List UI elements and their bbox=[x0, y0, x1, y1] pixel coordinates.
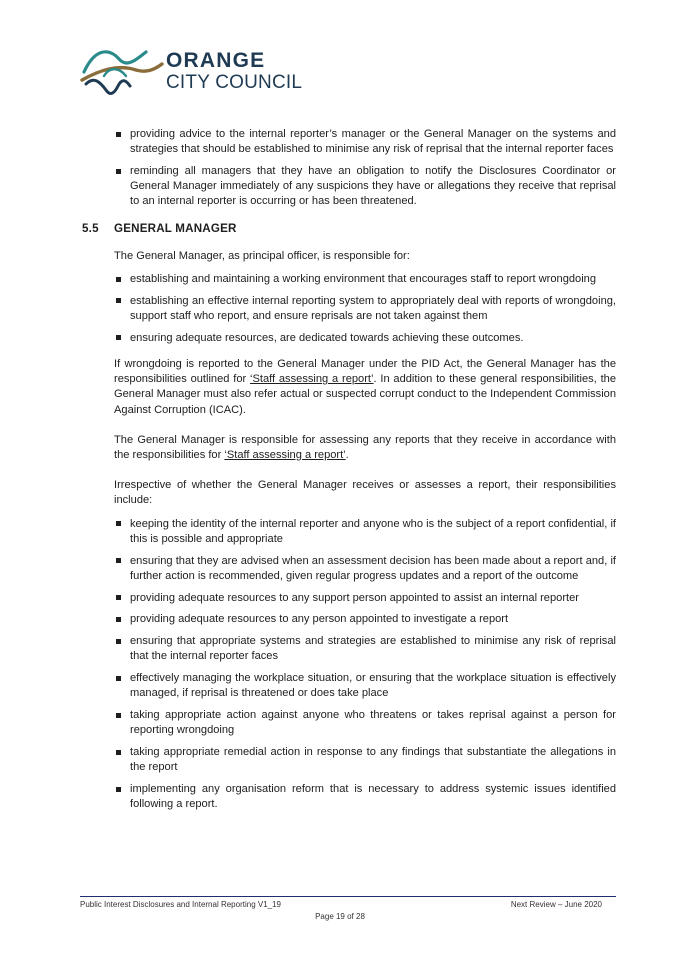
list-item: providing adequate resources to any support person appointed to assist an internal reporter bbox=[114, 591, 616, 606]
list-item: establishing an effective internal reporting system to appropriately deal with reports of wrongdoing, support staff who report, and ensure reprisals are not taken against them bbox=[114, 294, 616, 324]
list-item: taking appropriate remedial action in response to any findings that substantiate the allegations in the report bbox=[114, 745, 616, 775]
square-bullet-icon bbox=[116, 595, 121, 600]
staff-assessing-report-link[interactable]: ‘Staff assessing a report’ bbox=[224, 449, 346, 462]
footer-page-number: Page 19 of 28 bbox=[315, 912, 365, 921]
orange-city-council-logo bbox=[80, 40, 340, 106]
list-item: effectively managing the workplace situation, or ensuring that the workplace situation is effectively managed, if reprisal is threatened or does take place bbox=[114, 671, 616, 701]
section-heading bbox=[82, 221, 616, 236]
list-item: reminding all managers that they have an obligation to notify the Disclosures Coordinator or General Manager immediately of any suspicions they have or allegations they receive that reprisal to an internal reporter is occurring or has been threatened. bbox=[114, 164, 616, 210]
square-bullet-icon bbox=[116, 521, 121, 526]
document-body bbox=[82, 127, 616, 819]
square-bullet-icon bbox=[116, 676, 121, 681]
section-intro: The General Manager, as principal officer, is responsible for: bbox=[114, 249, 410, 262]
square-bullet-icon bbox=[116, 277, 121, 282]
footer-document-title: Public Interest Disclosures and Internal Reporting V1_19 bbox=[80, 900, 281, 909]
logo-mark-icon bbox=[80, 40, 164, 106]
bullet-list-top bbox=[114, 127, 616, 210]
section-number: 5.5 bbox=[82, 221, 99, 235]
square-bullet-icon bbox=[116, 787, 121, 792]
square-bullet-icon bbox=[116, 335, 121, 340]
list-item: providing adequate resources to any person appointed to investigate a report bbox=[114, 612, 616, 627]
list-item: establishing and maintaining a working environment that encourages staff to report wrongdoing bbox=[114, 272, 616, 287]
square-bullet-icon bbox=[116, 750, 121, 755]
bullet-list-include bbox=[114, 517, 616, 813]
square-bullet-icon bbox=[116, 132, 121, 137]
square-bullet-icon bbox=[116, 169, 121, 174]
logo-text-orange: ORANGE bbox=[166, 49, 266, 72]
paragraph-assessing: The General Manager is responsible for assessing any reports that they receive in accordance with the responsibilities for ‘Staff assessing a report’. bbox=[114, 433, 616, 462]
list-item: keeping the identity of the internal reporter and anyone who is the subject of a report confidential, if this is possible and appropriate bbox=[114, 517, 616, 547]
square-bullet-icon bbox=[116, 617, 121, 622]
logo-text-city-council: CITY COUNCIL bbox=[166, 72, 303, 93]
list-item: ensuring adequate resources, are dedicated towards achieving these outcomes. bbox=[114, 331, 616, 346]
list-item: ensuring that they are advised when an assessment decision has been made about a report and, if further action is recommended, given regular progress updates and a report of the outcome bbox=[114, 554, 616, 584]
footer-rule bbox=[80, 896, 616, 897]
paragraph-pid-act: If wrongdoing is reported to the General Manager under the PID Act, the General Manager has the responsibilities outlined for ‘Staff assessing a report’. In addition to these general responsibilities, the General Manager must also refer actual or suspected corrupt conduct to the Independent Commission Against Corruption (ICAC). bbox=[114, 358, 616, 416]
square-bullet-icon bbox=[116, 713, 121, 718]
list-item: implementing any organisation reform that is necessary to address systemic issues identified following a report. bbox=[114, 782, 616, 812]
paragraph-irrespective: Irrespective of whether the General Manager receives or assesses a report, their responsibilities include: bbox=[114, 479, 616, 507]
bullet-list-responsibilities bbox=[114, 272, 616, 346]
section-title: GENERAL MANAGER bbox=[114, 221, 237, 235]
square-bullet-icon bbox=[116, 298, 121, 303]
staff-assessing-report-link[interactable]: ‘Staff assessing a report’ bbox=[250, 373, 374, 386]
list-item: ensuring that appropriate systems and strategies are established to minimise any risk of reprisal that the internal reporter faces bbox=[114, 634, 616, 664]
square-bullet-icon bbox=[116, 558, 121, 563]
square-bullet-icon bbox=[116, 639, 121, 644]
footer-next-review: Next Review – June 2020 bbox=[510, 900, 602, 909]
list-item: taking appropriate action against anyone who threatens or takes reprisal against a person for reporting wrongdoing bbox=[114, 708, 616, 738]
list-item: providing advice to the internal reporter’s manager or the General Manager on the systems and strategies that should be established to minimise any risk of reprisal that the internal reporter faces bbox=[114, 127, 616, 157]
